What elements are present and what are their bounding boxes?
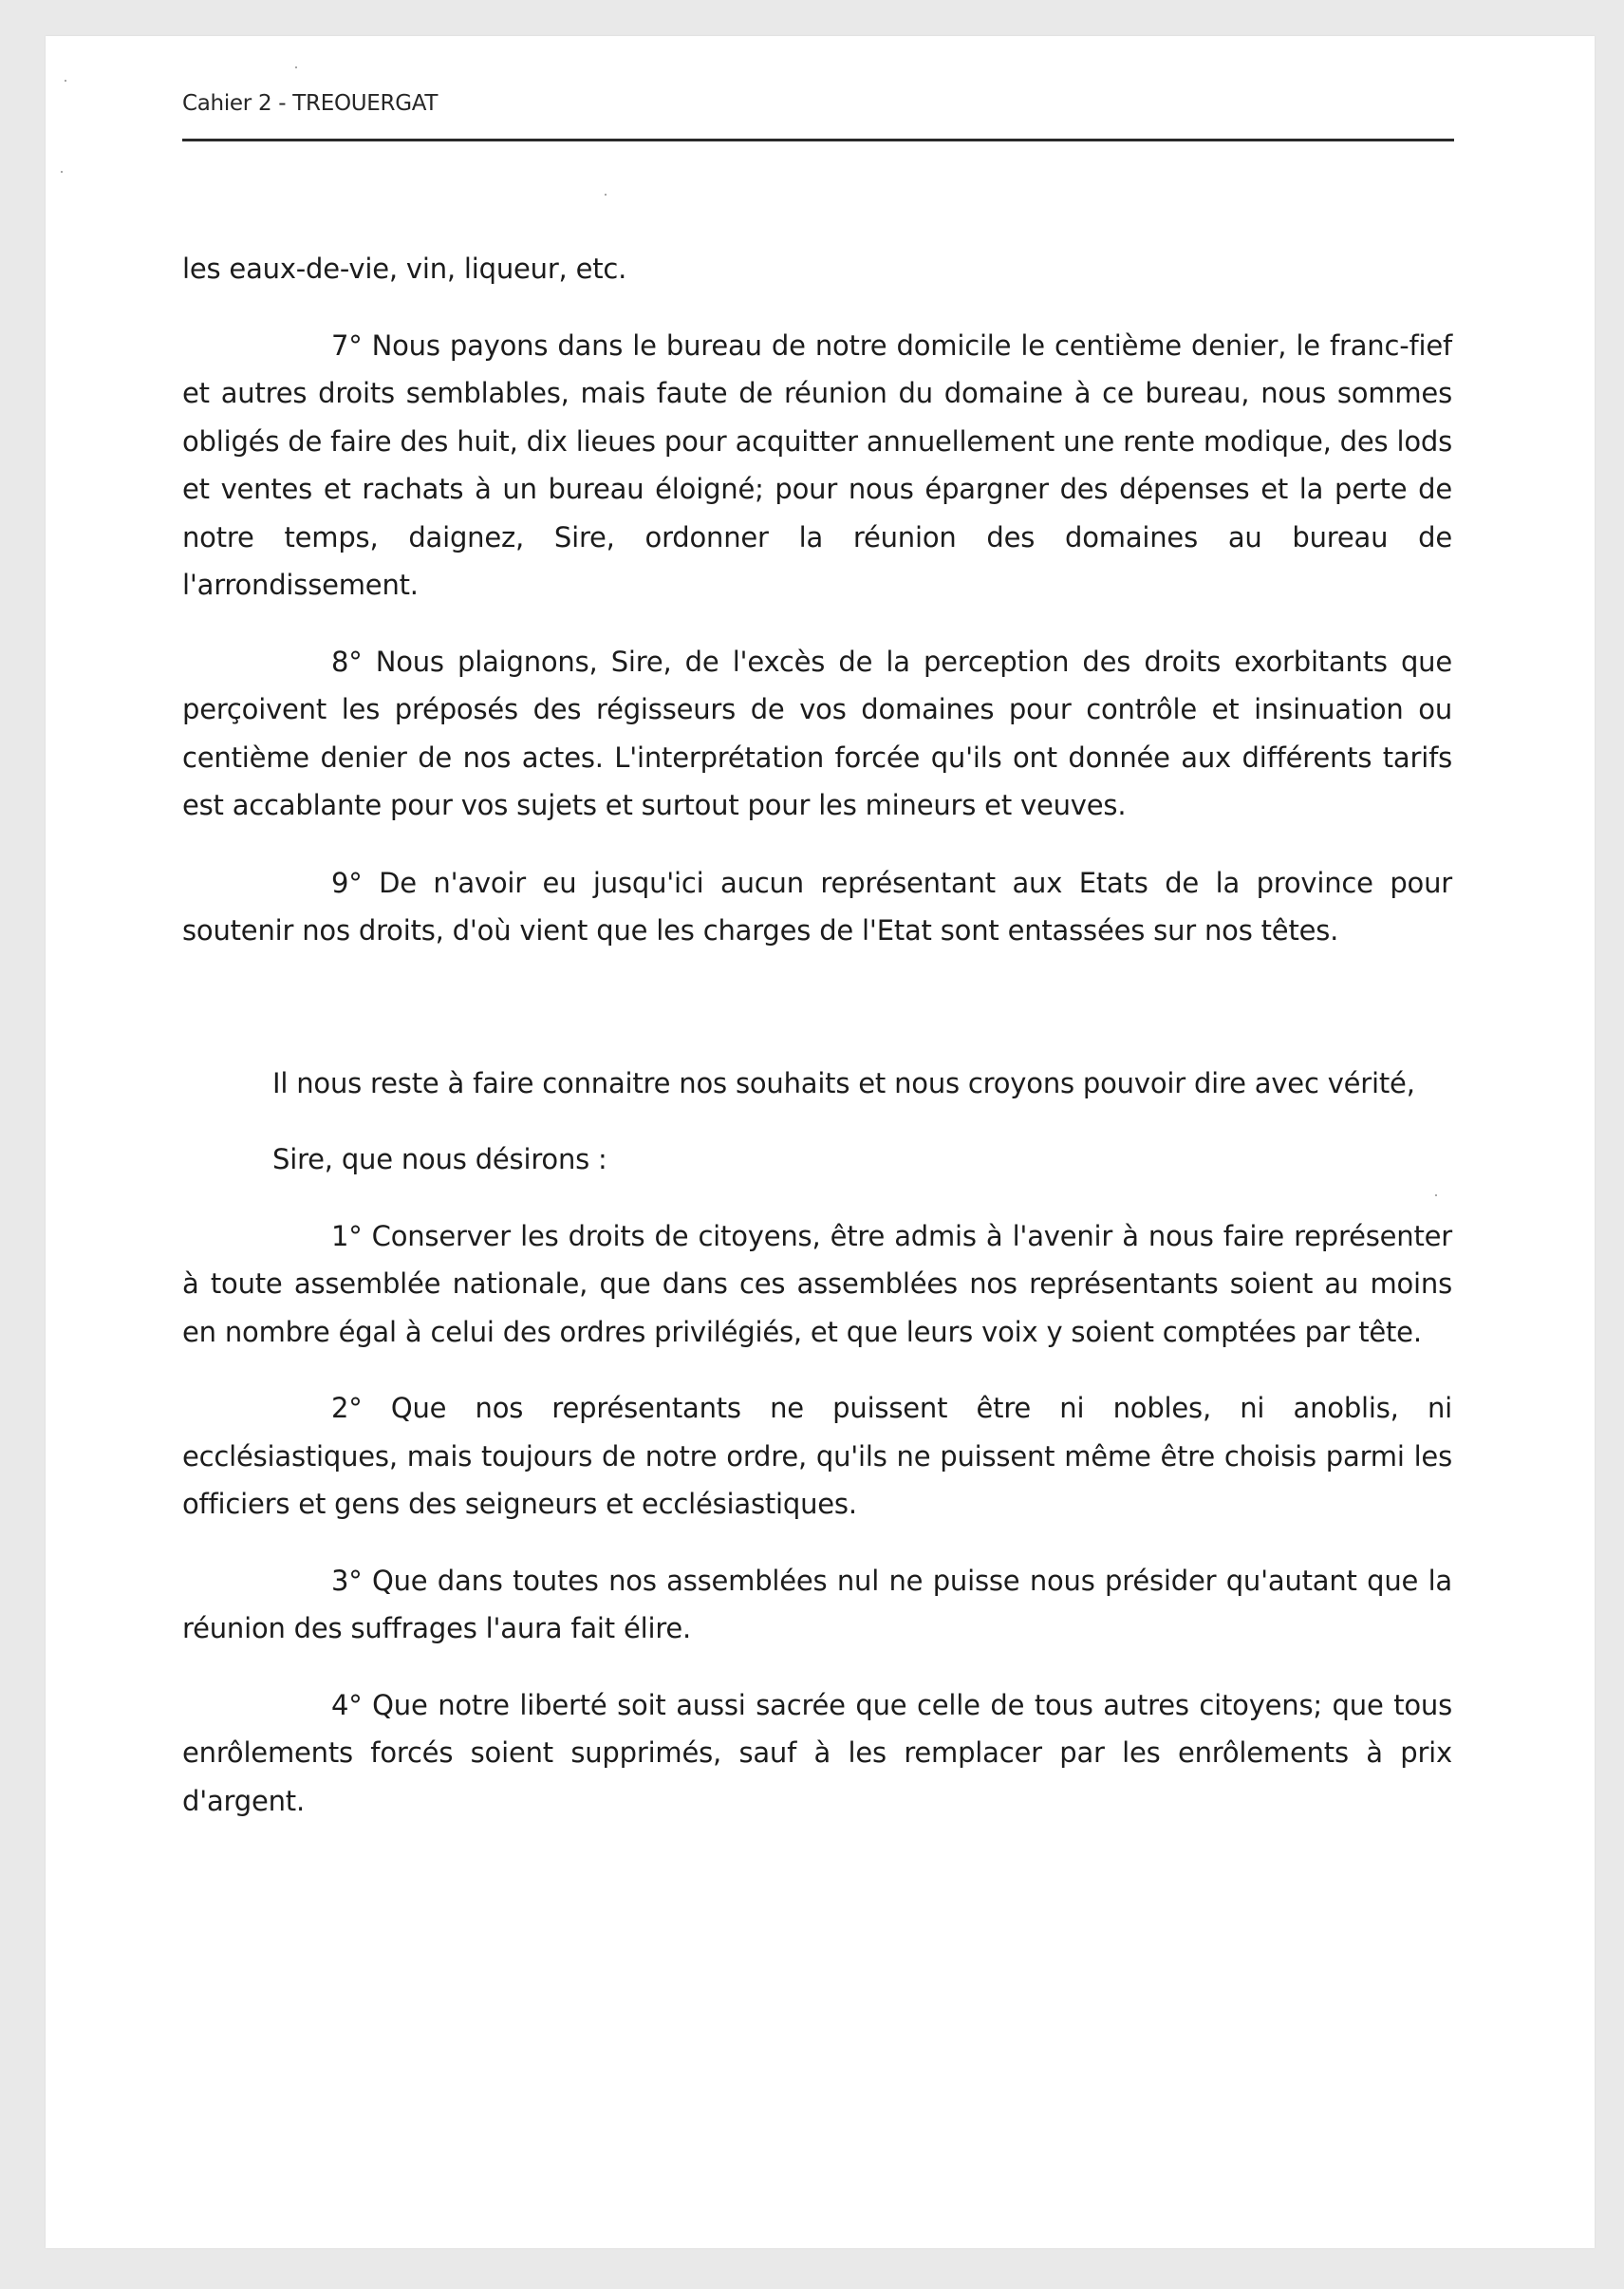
wish-4: 4° Que notre liberté soit aussi sacrée que celle de tous autres citoyens; que tous enrôlements forcés soient supprimés, sauf à les remplacer par les enrôlements à prix d'argent. [182, 1688, 1452, 1817]
document-body [182, 245, 1452, 1825]
wishes-intro: Il nous reste à faire connaitre nos souhaits et nous croyons pouvoir dire avec vérité, [272, 1066, 1415, 1099]
paragraph-continuation: les eaux-de-vie, vin, liqueur, etc. [182, 253, 627, 285]
scan-speck [605, 194, 607, 196]
scan-speck [65, 80, 66, 82]
article-7: 7° Nous payons dans le bureau de notre domicile le centième denier, le franc-fief et autres droits semblables, mais faute de réunion du domaine à ce bureau, nous sommes obligés de faire des huit, dix lieues pour acquitter annuellement une rente modique, des lods et ventes et rachats à un bureau éloigné; pour nous épargner des dépenses et la perte de notre temps, daignez, Sire, ordonner la réunion des domaines au bureau de l'arrondissement. [182, 328, 1452, 601]
wish-1: 1° Conserver les droits de citoyens, être admis à l'avenir à nous faire représenter à toute assemblée nationale, que dans ces assemblées nos représentants soient au moins en nombre égal à celui des ordres privilégiés, et que leurs voix y soient comptées par tête. [182, 1219, 1452, 1348]
page-header: Cahier 2 - TREOUERGAT [182, 91, 439, 116]
scan-speck [295, 66, 297, 68]
wishes-address: Sire, que nous désirons : [272, 1143, 607, 1175]
article-9: 9° De n'avoir eu jusqu'ici aucun représentant aux Etats de la province pour soutenir nos droits, d'où vient que les charges de l'Etat sont entassées sur nos têtes. [182, 866, 1452, 947]
article-8: 8° Nous plaignons, Sire, de l'excès de la perception des droits exorbitants que perçoivent les préposés des régisseurs de vos domaines pour contrôle et insinuation ou centième denier de nos actes. L'interprétation forcée qu'ils ont donnée aux différents tarifs est accablante pour vos sujets et surtout pour les mineurs et veuves. [182, 645, 1452, 821]
wish-2: 2° Que nos représentants ne puissent être ni nobles, ni anoblis, ni ecclésiastiques, mais toujours de notre ordre, qu'ils ne puissent même être choisis parmi les officiers et gens des seigneurs et ecclésiastiques. [182, 1392, 1452, 1520]
scan-speck [1435, 1194, 1437, 1196]
header-divider [182, 139, 1454, 141]
scan-speck [61, 171, 63, 173]
wish-3: 3° Que dans toutes nos assemblées nul ne puisse nous présider qu'autant que la réunion des suffrages l'aura fait élire. [182, 1564, 1452, 1644]
